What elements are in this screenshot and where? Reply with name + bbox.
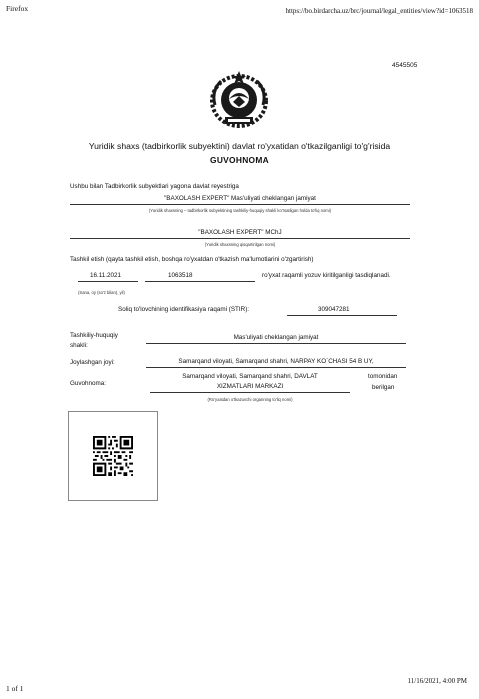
legal-form-value: Mas'uliyati cheklangan jamiyat [233,334,319,341]
qr-code-icon [93,436,133,476]
issued-by-underline [150,392,350,393]
full-name-underline [70,204,410,205]
issued-by-suffix-line2: berilgan [372,384,395,391]
short-name-underline [70,238,410,239]
uzbekistan-state-emblem-icon [207,69,271,131]
qr-code-frame [68,411,158,501]
full-name-caption: (Yuridik shaxsning – tadbirkorlik subyektining tashkiliy-huquqiy shakli ko'rsatilgan holda to'liq nomi) [148,208,332,213]
issued-by-suffix-line1: tomonidan [368,373,398,380]
issued-by-value-line1: Samarqand viloyati, Samarqand shahri, DAVLAT [182,373,318,380]
issued-by-caption: (Ro'yxatdan o'tkazuvchi organning to'liq nomi) [207,397,293,402]
browser-app-name: Firefox [6,4,29,13]
registration-text: ro'yxat raqamli yozuv kiritilganligi tasdiqlanadi. [262,272,391,279]
document-title: GUVOHNOMA [210,155,269,165]
registration-date-caption: (Sana, oy (so'z bilan), yil) [78,290,125,295]
print-timestamp: 11/16/2021, 4:00 PM [407,677,467,685]
location-underline [146,367,406,368]
document-heading: Yuridik shaxs (tadbirkorlik subyektini) davlat ro'yxatidan o'tkazilganligi to'g'risida [88,141,391,151]
established-text: Tashkil etish (qayta tashkil etish, boshqa ro'yxatdan o'tkazish ma'lumotlarini o'zgartirish) [70,256,314,263]
issued-by-label: Guvohnoma: [70,380,107,387]
location-value: Samarqand viloyati, Samarqand shahri, NARPAY KO`CHASI 54 B UY, [178,358,374,365]
document-number: 4545505 [392,62,418,69]
registration-date: 16.11.2021 [90,272,122,279]
location-label: Joylashgan joyi: [70,359,115,366]
registration-number: 1063518 [168,272,193,279]
register-intro: Ushbu bilan Tadbirkorlik subyektlari yagona davlat reyestriga [70,183,239,190]
stir-label: Soliq to'lovchining identifikasiya raqami (STIR): [118,306,250,313]
short-name-caption: (Yuridik shaxsning qisqartirilgan nomi) [204,242,276,247]
stir-value: 309047281 [318,306,350,313]
browser-url[interactable]: https://bo.birdarcha.uz/brc/journal/legal_entities/view?id=1063518 [285,7,473,15]
page-count: 1 of 1 [6,684,24,693]
registration-date-underline [78,281,138,282]
short-name-value: "BAXOLASH EXPERT" MChJ [198,229,282,236]
full-name-value: "BAXOLASH EXPERT" Mas'uliyati cheklangan jamiyat [164,195,316,202]
stir-underline [287,315,397,316]
legal-form-underline [146,343,406,344]
issued-by-value-line2: XIZMATLARI MARKAZI [216,383,284,390]
registration-number-underline [145,281,255,282]
legal-form-label: Tashkiliy-huquqiy shakli: [70,332,118,349]
